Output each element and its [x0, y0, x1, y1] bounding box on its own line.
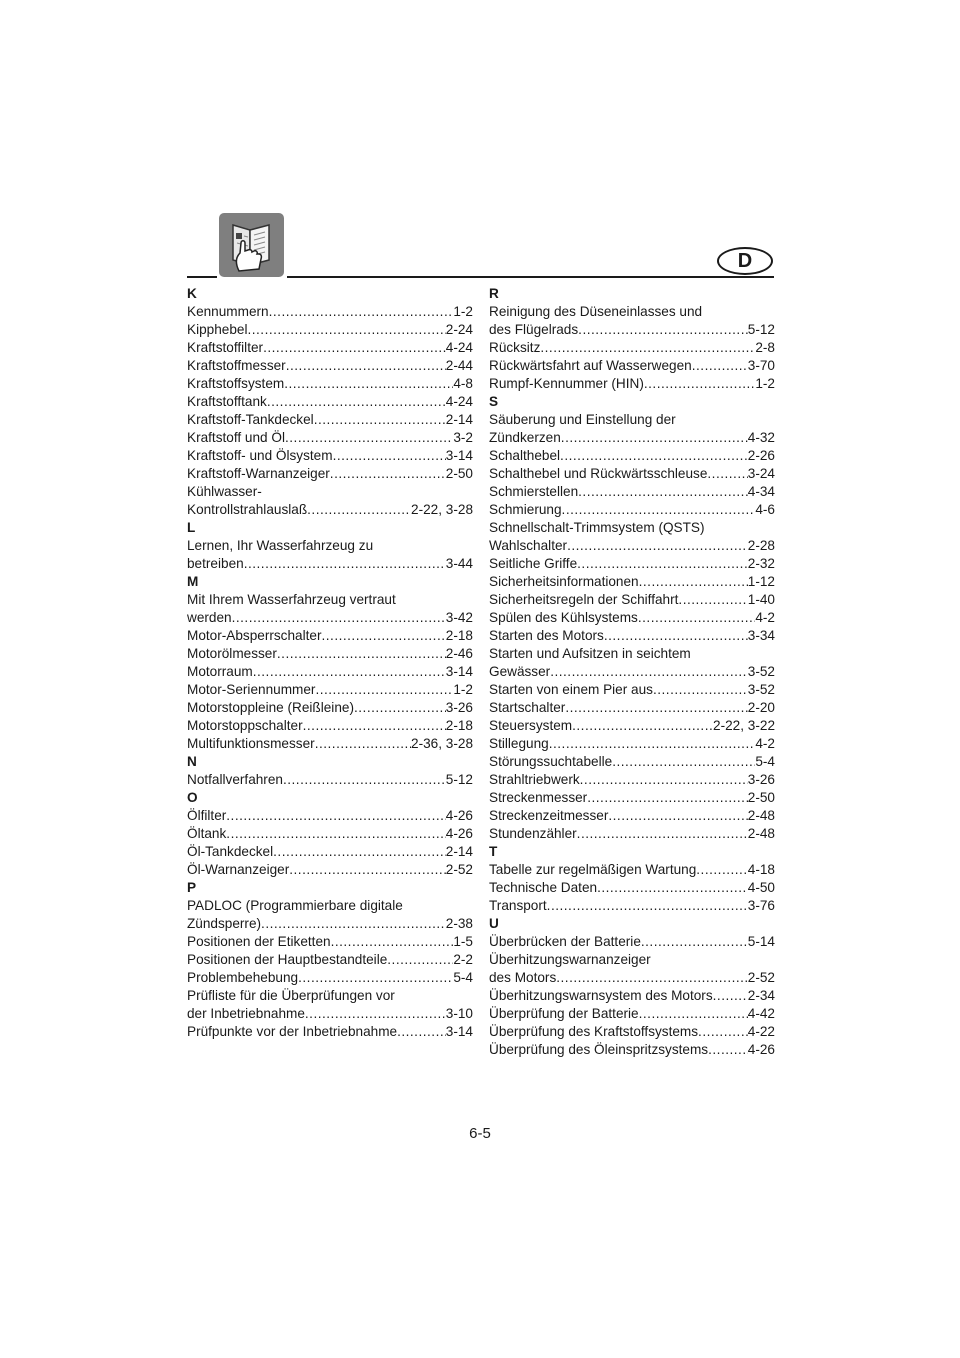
index-entry: [187, 501, 473, 519]
index-entry-text: Wahlschalter: [489, 538, 568, 553]
index-letter-heading: S: [489, 394, 499, 409]
dot-leader: [639, 1005, 748, 1023]
index-entry-line: Lernen, Ihr Wasserfahrzeug zu: [187, 538, 374, 553]
index-entry-page: 2-36, 3-28: [411, 736, 473, 751]
index-entry: [489, 429, 775, 447]
index-entry-text: Rückwärtsfahrt auf Wasserwegen: [489, 358, 692, 373]
dot-leader: [247, 321, 445, 339]
index-entry-text: Kraftstoffilter: [187, 340, 264, 355]
index-entry-text: Spülen des Kühlsystems: [489, 610, 638, 625]
index-entry: [489, 861, 775, 879]
index-entry-text: Starten von einem Pier aus: [489, 682, 653, 697]
index-entry-text: Technische Daten: [489, 880, 598, 895]
index-entry: [489, 717, 775, 735]
dot-leader: [549, 735, 756, 753]
index-entry-page: 2-18: [445, 628, 473, 643]
index-entry-page: 2-18: [445, 718, 473, 733]
index-entry: [489, 771, 775, 789]
dot-leader: [226, 807, 446, 825]
dot-leader: [547, 897, 748, 915]
index-entry-line: Prüfliste für die Überprüfungen vor: [187, 988, 395, 1003]
index-entry-page: 2-52: [747, 970, 775, 985]
index-entry-text: Schmierstellen: [489, 484, 579, 499]
manual-reading-icon: [219, 213, 284, 277]
index-entry: [489, 357, 775, 375]
dot-leader: [333, 447, 446, 465]
index-entry: [489, 555, 775, 573]
dot-leader: [315, 735, 411, 753]
index-entry-text: Öl-Tankdeckel: [187, 844, 274, 859]
dot-leader: [561, 429, 748, 447]
index-entry-text: Kraftstoffmesser: [187, 358, 286, 373]
index-entry: [187, 861, 473, 879]
index-entry-text: Zündkerzen: [489, 430, 561, 445]
index-entry-page: 4-34: [747, 484, 775, 499]
index-entry-page: 3-2: [453, 430, 473, 445]
dot-leader: [612, 753, 755, 771]
index-entry-page: 3-52: [747, 682, 775, 697]
index-entry-page: 4-32: [747, 430, 775, 445]
index-entry: [187, 969, 473, 987]
index-entry: [489, 447, 775, 465]
index-entry: [187, 321, 473, 339]
dot-leader: [286, 357, 446, 375]
dot-leader: [269, 303, 454, 321]
dot-leader: [261, 915, 446, 933]
index-entry-text: Notfallverfahren: [187, 772, 283, 787]
index-entry-page: 3-34: [747, 628, 775, 643]
index-entry: [489, 735, 775, 753]
index-entry-text: Tabelle zur regelmäßigen Wartung: [489, 862, 697, 877]
dot-leader: [560, 447, 748, 465]
dot-leader: [232, 609, 446, 627]
index-entry-text: Überprüfung des Kraftstoffsystems: [489, 1024, 699, 1039]
index-entry-page: 4-24: [445, 394, 473, 409]
index-entry-text: Streckenmesser: [489, 790, 588, 805]
index-entry: [489, 1023, 775, 1041]
index-entry-page: 3-42: [445, 610, 473, 625]
index-entry-text: Prüfpunkte vor der Inbetriebnahme: [187, 1024, 398, 1039]
dot-leader: [354, 699, 446, 717]
index-entry-line: Mit Ihrem Wasserfahrzeug vertraut: [187, 592, 396, 607]
index-entry: [489, 789, 775, 807]
index-entry-text: Störungssuchtabelle: [489, 754, 613, 769]
index-entry-line: Reinigung des Düseneinlasses und: [489, 304, 703, 319]
index-entry-page: 4-24: [445, 340, 473, 355]
index-entry-line: Säuberung und Einstellung der: [489, 412, 676, 427]
dot-leader: [321, 627, 445, 645]
dot-leader: [639, 573, 748, 591]
index-entry: [489, 969, 775, 987]
index-entry-page: 3-14: [445, 1024, 473, 1039]
index-entry-text: Streckenzeitmesser: [489, 808, 609, 823]
index-entry-page: 5-12: [445, 772, 473, 787]
index-entry-page: 5-4: [453, 970, 473, 985]
dot-leader: [273, 843, 446, 861]
index-letter-heading: U: [489, 916, 499, 931]
index-entry-page: 2-50: [445, 466, 473, 481]
index-entry: [187, 357, 473, 375]
dot-leader: [698, 1023, 748, 1041]
index-entry-page: 2-34: [747, 988, 775, 1003]
dot-leader: [267, 393, 446, 411]
index-entry-page: 2-32: [747, 556, 775, 571]
index-entry: [187, 411, 473, 429]
index-entry-line: Schnellschalt-Trimmsystem (QSTS): [489, 520, 705, 535]
index-entry-page: 1-2: [755, 376, 775, 391]
index-letter-heading: L: [187, 520, 196, 535]
index-entry-text: Kraftstoffsystem: [187, 376, 285, 391]
dot-leader: [577, 825, 748, 843]
index-entry-text: Kraftstoff-Warnanzeiger: [187, 466, 330, 481]
index-entry-page: 3-24: [747, 466, 775, 481]
index-entry-page: 3-14: [445, 448, 473, 463]
index-entry-line: PADLOC (Programmierbare digitale: [187, 898, 403, 913]
dot-leader: [638, 609, 755, 627]
index-entry-text: Kraftstoff-Tankdeckel: [187, 412, 314, 427]
index-entry-page: 2-28: [747, 538, 775, 553]
index-entry-text: des Flügelrads: [489, 322, 579, 337]
index-entry-page: 2-22, 3-22: [713, 718, 775, 733]
dot-leader: [244, 555, 446, 573]
index-letter-heading: M: [187, 574, 199, 589]
index-entry-line: Kühlwasser-: [187, 484, 262, 499]
index-entry: [187, 1005, 473, 1023]
index-entry-page: 5-4: [755, 754, 775, 769]
index-entry-page: 2-50: [747, 790, 775, 805]
index-entry-text: Motorölmesser: [187, 646, 277, 661]
index-letter-heading: O: [187, 790, 198, 805]
index-entry-text: Positionen der Etiketten: [187, 934, 331, 949]
index-entry: [489, 699, 775, 717]
index-entry-text: Stillegung: [489, 736, 549, 751]
index-entry-text: Stundenzähler: [489, 826, 577, 841]
index-entry-text: Kipphebel: [187, 322, 248, 337]
dot-leader: [550, 663, 748, 681]
dot-leader: [331, 933, 454, 951]
index-entry-text: Überhitzungswarnsystem des Motors: [489, 988, 713, 1003]
index-entry: [187, 699, 473, 717]
index-entry-page: 4-2: [755, 736, 775, 751]
dot-leader: [572, 717, 713, 735]
index-entry: [489, 987, 775, 1005]
index-entry-page: 3-76: [747, 898, 775, 913]
dot-leader: [577, 555, 748, 573]
index-entry: [489, 807, 775, 825]
index-entry-page: 4-26: [747, 1042, 775, 1057]
index-entry: [187, 609, 473, 627]
dot-leader: [641, 933, 748, 951]
index-entry-text: Transport: [489, 898, 547, 913]
dot-leader: [277, 645, 446, 663]
dot-leader: [305, 1005, 446, 1023]
index-entry-page: 1-2: [453, 682, 473, 697]
index-entry-page: 4-50: [747, 880, 775, 895]
index-entry: [187, 915, 473, 933]
index-entry-text: Multifunktionsmesser: [187, 736, 315, 751]
index-entry-page: 2-52: [445, 862, 473, 877]
dot-leader: [562, 501, 756, 519]
index-entry-page: 3-10: [445, 1006, 473, 1021]
index-entry-text: werden: [187, 610, 232, 625]
index-entry-page: 2-8: [755, 340, 775, 355]
dot-leader: [653, 681, 748, 699]
index-entry-text: Überprüfung des Öleinspritzsystems: [489, 1042, 709, 1057]
index-entry: [489, 483, 775, 501]
index-column-right: [489, 285, 775, 1059]
index-entry-text: Rumpf-Kennummer (HIN): [489, 376, 644, 391]
dot-leader: [315, 681, 453, 699]
dot-leader: [604, 627, 748, 645]
index-entry-page: 5-14: [747, 934, 775, 949]
index-entry: [489, 879, 775, 897]
index-entry: [489, 591, 775, 609]
index-entry-text: Steuersystem: [489, 718, 573, 733]
index-entry-text: Kraftstoff und Öl: [187, 430, 285, 445]
index-entry: [187, 1023, 473, 1041]
index-entry: [187, 663, 473, 681]
index-entry-page: 2-26: [747, 448, 775, 463]
index-entry-page: 1-5: [453, 934, 473, 949]
index-entry: [187, 717, 473, 735]
index-entry-page: 4-6: [755, 502, 775, 517]
index-entry: [489, 1005, 775, 1023]
index-entry-text: Problembehebung: [187, 970, 299, 985]
index-entry: [187, 735, 473, 753]
index-entry-text: Sicherheitsregeln der Schiffahrt: [489, 592, 679, 607]
index-letter-heading: R: [489, 286, 499, 301]
index-entry-line: Überhitzungswarnanzeiger: [489, 952, 651, 967]
index-entry: [489, 663, 775, 681]
index-entry: [489, 1041, 775, 1059]
header-rule-left: [187, 276, 217, 278]
index-entry: [187, 555, 473, 573]
index-entry: [187, 429, 473, 447]
index-entry-page: 2-14: [445, 844, 473, 859]
index-letter-heading: P: [187, 880, 197, 895]
index-entry: [489, 753, 775, 771]
dot-leader: [298, 969, 453, 987]
index-entry: [187, 645, 473, 663]
page-number: 6-5: [469, 1125, 491, 1142]
index-entry-text: Kennummern: [187, 304, 269, 319]
index-entry: [187, 933, 473, 951]
index-entry: [187, 771, 473, 789]
index-entry: [489, 339, 775, 357]
index-entry-text: Seitliche Griffe: [489, 556, 578, 571]
dot-leader: [397, 1023, 446, 1041]
dot-leader: [253, 663, 446, 681]
index-entry: [187, 303, 473, 321]
dot-leader: [284, 375, 453, 393]
dot-leader: [696, 861, 748, 879]
index-entry-page: 2-46: [445, 646, 473, 661]
index-entry-line: Starten und Aufsitzen in seichtem: [489, 646, 691, 661]
index-entry-page: 2-48: [747, 826, 775, 841]
index-entry: [187, 393, 473, 411]
index-entry-text: Zündsperre): [187, 916, 262, 931]
index-entry-text: Positionen der Hauptbestandteile: [187, 952, 388, 967]
index-entry: [187, 843, 473, 861]
index-entry-page: 2-22, 3-28: [411, 502, 473, 517]
index-entry: [489, 321, 775, 339]
index-entry: [489, 825, 775, 843]
index-entry-text: der Inbetriebnahme: [187, 1006, 305, 1021]
index-entry: [187, 627, 473, 645]
index-entry-page: 2-38: [445, 916, 473, 931]
index-entry-text: Sicherheitsinformationen: [489, 574, 639, 589]
index-entry-text: Öl-Warnanzeiger: [187, 862, 290, 877]
dot-leader: [289, 861, 446, 879]
dot-leader: [692, 357, 748, 375]
index-letter-heading: N: [187, 754, 197, 769]
index-entry: [187, 807, 473, 825]
index-entry-page: 4-2: [755, 610, 775, 625]
index-entry: [489, 933, 775, 951]
dot-leader: [307, 501, 411, 519]
index-entry-text: Kraftstoff- und Ölsystem: [187, 448, 333, 463]
index-entry-page: 4-42: [747, 1006, 775, 1021]
index-entry: [187, 375, 473, 393]
index-entry: [489, 375, 775, 393]
index-entry-page: 2-44: [445, 358, 473, 373]
index-entry: [187, 681, 473, 699]
dot-leader: [263, 339, 446, 357]
index-entry-page: 2-48: [747, 808, 775, 823]
index-entry-page: 3-44: [445, 556, 473, 571]
index-entry-text: Motorraum: [187, 664, 253, 679]
index-entry-page: 4-8: [453, 376, 473, 391]
index-entry: [187, 825, 473, 843]
dot-leader: [314, 411, 446, 429]
index-entry-text: Kontrollstrahlauslaß: [187, 502, 308, 517]
index-entry-page: 3-70: [747, 358, 775, 373]
dot-leader: [587, 789, 748, 807]
index-entry-text: betreiben: [187, 556, 244, 571]
index-entry-page: 2-24: [445, 322, 473, 337]
index-entry-text: Ölfilter: [187, 808, 227, 823]
dot-leader: [303, 717, 446, 735]
index-entry-page: 3-26: [747, 772, 775, 787]
dot-leader: [565, 699, 747, 717]
index-entry-page: 4-22: [747, 1024, 775, 1039]
dot-leader: [578, 483, 748, 501]
index-entry-text: Überprüfung der Batterie: [489, 1006, 639, 1021]
index-entry-page: 3-14: [445, 664, 473, 679]
index-entry-text: Schalthebel und Rückwärtsschleuse: [489, 466, 708, 481]
language-badge: D: [717, 247, 773, 275]
index-entry: [489, 537, 775, 555]
index-entry-page: 1-12: [747, 574, 775, 589]
dot-leader: [707, 465, 747, 483]
index-entry-page: 2-20: [747, 700, 775, 715]
index-entry-page: 4-26: [445, 808, 473, 823]
index-entry-page: 2-2: [453, 952, 473, 967]
dot-leader: [578, 321, 748, 339]
index-entry-page: 4-26: [445, 826, 473, 841]
index-entry-text: Schalthebel: [489, 448, 561, 463]
index-entry: [489, 897, 775, 915]
index-entry: [489, 573, 775, 591]
dot-leader: [678, 591, 747, 609]
dot-leader: [540, 339, 755, 357]
dot-leader: [567, 537, 748, 555]
dot-leader: [597, 879, 748, 897]
dot-leader: [285, 429, 453, 447]
index-entry: [489, 501, 775, 519]
index-entry-text: Motor-Absperrschalter: [187, 628, 322, 643]
index-letter-heading: K: [187, 286, 197, 301]
index-entry-text: Starten des Motors: [489, 628, 604, 643]
dot-leader: [330, 465, 446, 483]
index-entry-text: des Motors: [489, 970, 557, 985]
dot-leader: [708, 1041, 748, 1059]
index-entry-text: Gewässer: [489, 664, 551, 679]
index-entry: [489, 465, 775, 483]
index-letter-heading: T: [489, 844, 498, 859]
index-entry: [489, 627, 775, 645]
index-entry-page: 1-40: [747, 592, 775, 607]
index-entry-page: 2-14: [445, 412, 473, 427]
dot-leader: [556, 969, 748, 987]
index-entry: [489, 609, 775, 627]
index-entry-text: Öltank: [187, 826, 227, 841]
header-rule-right: [287, 276, 774, 278]
index-entry: [187, 447, 473, 465]
dot-leader: [283, 771, 446, 789]
index-entry-text: Rücksitz: [489, 340, 541, 355]
dot-leader: [713, 987, 748, 1005]
index-entry-text: Schmierung: [489, 502, 562, 517]
dot-leader: [226, 825, 445, 843]
dot-leader: [608, 807, 747, 825]
index-entry-text: Kraftstofftank: [187, 394, 267, 409]
index-entry: [187, 339, 473, 357]
index-entry-text: Motorstoppschalter: [187, 718, 303, 733]
dot-leader: [644, 375, 755, 393]
index-entry-text: Motor-Seriennummer: [187, 682, 316, 697]
dot-leader: [580, 771, 748, 789]
index-entry: [489, 681, 775, 699]
index-entry-text: Überbrücken der Batterie: [489, 934, 641, 949]
index-entry-page: 3-26: [445, 700, 473, 715]
index-entry: [187, 951, 473, 969]
index-entry-text: Strahltriebwerk: [489, 772, 580, 787]
index-entry-page: 1-2: [453, 304, 473, 319]
index-entry-page: 5-12: [747, 322, 775, 337]
index-column-left: [187, 285, 473, 1041]
index-entry-page: 4-18: [747, 862, 775, 877]
dot-leader: [387, 951, 453, 969]
index-entry-text: Startschalter: [489, 700, 566, 715]
index-entry: [187, 465, 473, 483]
index-entry-text: Motorstoppleine (Reißleine): [187, 700, 354, 715]
index-entry-page: 3-52: [747, 664, 775, 679]
